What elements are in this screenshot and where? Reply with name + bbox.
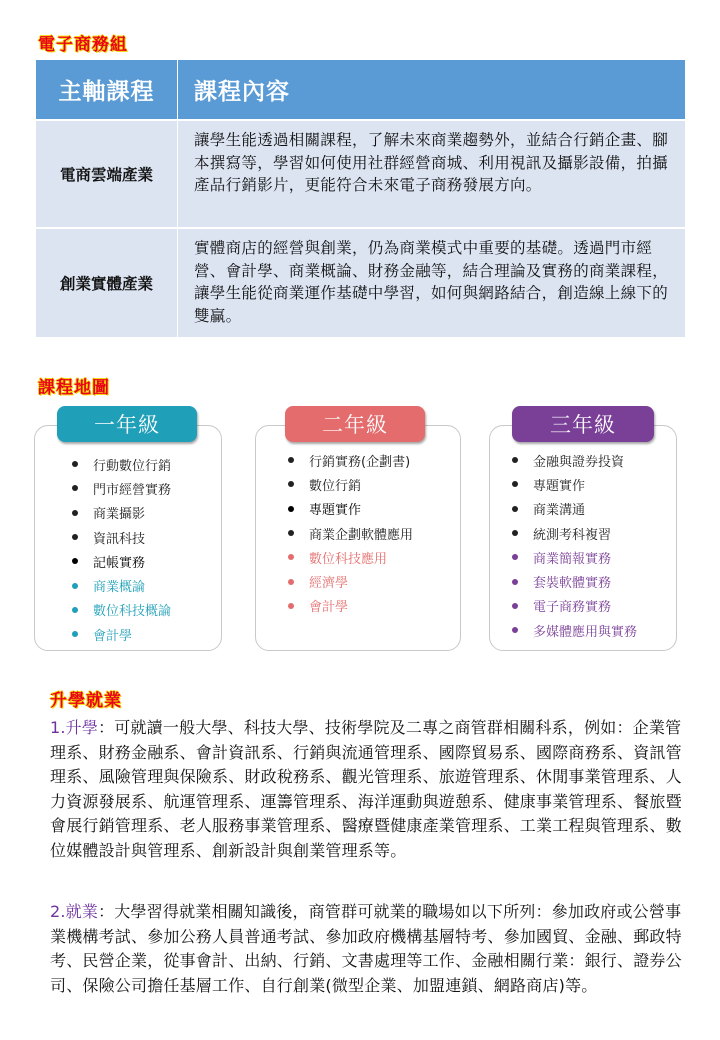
bullet-icon xyxy=(512,554,518,560)
course-item xyxy=(72,476,217,500)
course-label: 行銷實務(企劃書) xyxy=(309,454,411,470)
table-header-row xyxy=(36,60,685,119)
course-label: 會計學 xyxy=(309,600,349,616)
grade-3-course-list xyxy=(512,448,677,642)
bullet-icon xyxy=(288,579,294,585)
bullet-icon xyxy=(288,481,294,487)
course-label: 套裝軟體實務 xyxy=(533,576,612,592)
bullet-icon xyxy=(288,530,294,536)
course-label: 專題實作 xyxy=(309,503,362,519)
course-label: 多媒體應用與實務 xyxy=(533,624,638,640)
bullet-icon xyxy=(512,603,518,609)
course-item xyxy=(512,545,677,569)
course-label: 統測考科複習 xyxy=(533,527,612,543)
course-item xyxy=(512,569,677,593)
table-row xyxy=(36,227,685,337)
row-course-content: 讓學生能透過相關課程，了解未來商業趨勢外，並結合行銷企畫、腳本撰寫等，學習如何使用社群經營商城、利用視訊及攝影設備，拍攝產品行銷影片，更能符合未來電子商務發展方向。 xyxy=(194,131,669,194)
course-label: 行動數位行銷 xyxy=(93,458,172,474)
course-label: 資訊科技 xyxy=(93,531,146,547)
course-item xyxy=(512,521,677,545)
grade-3-label: 三年級 xyxy=(512,406,654,442)
course-item xyxy=(72,622,217,646)
course-item xyxy=(512,472,677,496)
bullet-icon xyxy=(288,554,294,560)
bullet-icon xyxy=(512,506,518,512)
course-item xyxy=(288,448,458,472)
grade-2-label: 二年級 xyxy=(285,406,425,442)
bullet-icon xyxy=(288,457,294,463)
section-title-course-map: 課程地圖 xyxy=(38,378,110,398)
course-label: 商業企劃軟體應用 xyxy=(309,527,414,543)
bullet-icon xyxy=(72,461,78,467)
course-item xyxy=(512,618,677,642)
course-item xyxy=(512,594,677,618)
bullet-icon xyxy=(72,583,78,589)
course-label: 商業概論 xyxy=(93,580,146,596)
course-label: 會計學 xyxy=(93,628,133,644)
bullet-icon xyxy=(72,534,78,540)
course-label: 門市經營實務 xyxy=(93,482,172,498)
row-course-content: 實體商店的經營與創業，仍為商業模式中重要的基礎。透過門市經營、會計學、商業概論、財務金融等，結合理論及實務的商業課程，讓學生能從商業運作基礎中學習，如何與網路結合，創造線上線下的雙贏。 xyxy=(194,239,669,325)
bullet-icon xyxy=(72,485,78,491)
row-course-name: 電商雲端產業 xyxy=(36,121,178,227)
course-item xyxy=(288,521,458,545)
employment-text: ：大學習得就業相關知識後，商管群可就業的職場如以下所列：參加政府或公營事業機構考試、參加公務人員普通考試、參加政府機構基層特考、參加國貿、金融、郵政特考、民營企業，從事會計、出納、行銷、文書處理等工作、金融相關行業：銀行、證券公司、保險公司擔任基層工作、自行創業(微型企業、加盟連鎖、網路商店)等。 xyxy=(50,902,682,995)
course-label: 金融與證券投資 xyxy=(533,454,625,470)
further-study-paragraph xyxy=(50,716,690,863)
section-title-study-employment: 升學就業 xyxy=(50,691,122,711)
course-label: 數位行銷 xyxy=(309,478,362,494)
further-study-lead: 1.升學 xyxy=(50,718,99,737)
grade-1-course-list xyxy=(72,452,217,646)
table-header-course-content: 課程內容 xyxy=(194,79,290,105)
bullet-icon xyxy=(72,558,78,564)
course-item xyxy=(288,497,458,521)
table-row xyxy=(36,119,685,227)
grade-1-label: 一年級 xyxy=(57,406,197,442)
course-item xyxy=(512,448,677,472)
course-label: 經濟學 xyxy=(309,576,349,592)
bullet-icon xyxy=(512,481,518,487)
table-header-core-course: 主軸課程 xyxy=(36,60,178,119)
course-item xyxy=(72,549,217,573)
course-label: 數位科技應用 xyxy=(309,551,388,567)
course-label: 商業溝通 xyxy=(533,503,586,519)
course-item xyxy=(72,598,217,622)
bullet-icon xyxy=(512,579,518,585)
row-course-name: 創業實體產業 xyxy=(36,229,178,337)
course-item xyxy=(288,594,458,618)
bullet-icon xyxy=(288,603,294,609)
course-item xyxy=(72,452,217,476)
course-item xyxy=(288,545,458,569)
course-item xyxy=(512,497,677,521)
course-label: 專題實作 xyxy=(533,478,586,494)
employment-paragraph xyxy=(50,900,690,998)
bullet-icon xyxy=(512,457,518,463)
bullet-icon xyxy=(72,510,78,516)
course-label: 商業攝影 xyxy=(93,507,146,523)
course-label: 記帳實務 xyxy=(93,555,146,571)
bullet-icon xyxy=(72,607,78,613)
employment-lead: 2.就業 xyxy=(50,902,99,921)
course-item xyxy=(72,501,217,525)
bullet-icon xyxy=(72,631,78,637)
course-table xyxy=(36,60,685,337)
grade-2-course-list xyxy=(288,448,458,618)
further-study-text: ：可就讀一般大學、科技大學、技術學院及二專之商管群相關科系，例如：企業管理系、財務金融系、會計資訊系、行銷與流通管理系、國際貿易系、國際商務系、資訊管理系、風險管理與保險系、財政稅務系、觀光管理系、旅遊管理系、休閒事業管理系、人力資源發展系、航運管理系、運籌管理系、海洋運動與遊憩系、健康事業管理系、餐旅暨會展行銷管理系、老人服務事業管理系、醫療暨健康產業管理系、工業工程與管理系、數位媒體設計與管理系、創新設計與創業管理系等。 xyxy=(50,718,682,860)
course-label: 電子商務實務 xyxy=(533,600,612,616)
course-item xyxy=(72,573,217,597)
course-item xyxy=(288,472,458,496)
bullet-icon xyxy=(288,506,294,512)
course-item xyxy=(288,569,458,593)
course-label: 數位科技概論 xyxy=(93,604,172,620)
bullet-icon xyxy=(512,627,518,633)
section-title-ecommerce: 電子商務組 xyxy=(38,35,128,55)
bullet-icon xyxy=(512,530,518,536)
course-label: 商業簡報實務 xyxy=(533,551,612,567)
course-item xyxy=(72,525,217,549)
